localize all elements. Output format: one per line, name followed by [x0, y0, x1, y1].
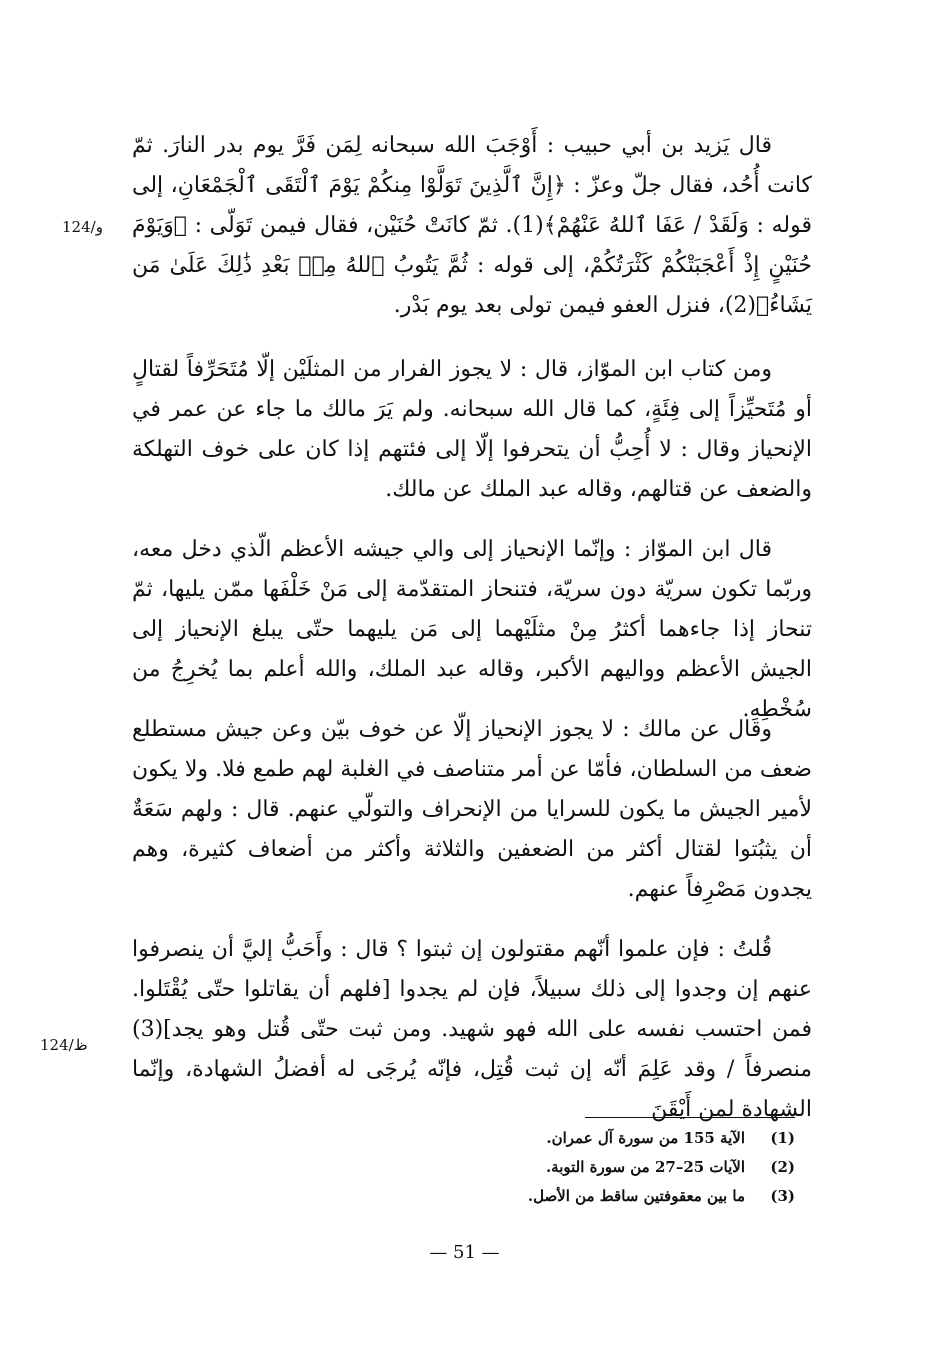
margin-folio-note: 124/و — [62, 218, 103, 236]
footnotes — [400, 1124, 795, 1211]
paragraph-text: قال ابن الموّاز : وإنّما الإنحياز إلى والي جيشه الأعظم الّذي دخل معه، وربّما تكون سريّة دون سريّة، فتنحاز المتقدّمة إلى مَنْ خَلْفَها ممّن يليها، ثمّ تنحاز إذا جاءهما أكثرُ مِنْ مثلَيْهما إلى مَن يليهما حتّى يبلغ الإنحياز إلى الجيش الأعظم وواليهم الأكبر، وقاله عبد الملك، والله أعلم بما يُخرِجُ من سُخْطِهِ. — [132, 537, 812, 722]
paragraph-3 — [132, 530, 812, 730]
footnote-text: الآيات 25–27 من سورة التوبة. — [545, 1158, 745, 1176]
footnote — [400, 1124, 795, 1153]
footnote-number: (3) — [770, 1187, 795, 1205]
paragraph-text: قُلتُ : فإن علموا أنّهم مقتولون إن ثبتوا ؟ قال : وأَحَبُّ إليَّ أن ينصرفوا عنهم إن وجدوا إلى ذلك سبيلاً، فإن لم يجدوا [فلهم أن يقاتلوا حتّى يُقْتَلوا. فمن احتسب نفسه على الله فهو شهيد. ومن ثبت حتّى قُتل وهو يجد](3) منصرفاً / وقد عَلِمَ أنّه إن ثبت قُتِل، فإنّه يُرجَى له أفضلُ الشهادة، وإنّما الشهادة لمن أَيْقَنَ — [132, 937, 812, 1122]
footnote — [400, 1182, 795, 1211]
footnote-number: (1) — [770, 1129, 795, 1147]
paragraph-5 — [132, 930, 812, 1130]
footnote-number: (2) — [770, 1158, 795, 1176]
paragraph-text: وقال عن مالك : لا يجوز الإنحياز إلّا عن خوف بيّن وعن جيش مستطلع ضعف من السلطان، فأمّا عن أمر متناصف في الغلبة لهم طمع فلا. ولا يكون لأمير الجيش ما يكون للسرايا من الإنحراف والتولّي عنهم. قال : ولهم سَعَةٌ أن يثبُتوا لقتال أكثر من الضعفين والثلاثة وأكثر من أضعاف كثيرة، وهم يجدون مَصْرِفاً عنهم. — [132, 717, 812, 902]
paragraph-4 — [132, 710, 812, 910]
paragraph-text: ومن كتاب ابن الموّاز، قال : لا يجوز الفرار من المثلَيْن إلّا مُتَحَرِّفاً لقتالٍ أو مُتَحيِّزاً إلى فِئَةٍ، كما قال الله سبحانه. ولم يَرَ مالك ما جاء عن عمر في الإنحياز وقال : لا أُحِبُّ أن يتحرفوا إلّا إلى فئتهم إذا كان على خوف التهلكة والضعف عن قتالهم، وقاله عبد الملك عن مالك. — [132, 357, 812, 502]
page-number: — 51 — — [429, 1242, 500, 1263]
footnote-text: الآية 155 من سورة آل عمران. — [546, 1129, 745, 1147]
paragraph-1 — [132, 126, 812, 326]
footnote — [400, 1153, 795, 1182]
footnote-divider — [585, 1117, 795, 1118]
paragraph-2 — [132, 350, 812, 510]
margin-folio-note: 124/ظ — [40, 1036, 88, 1054]
paragraph-text: قال يَزيد بن أبي حبيب : أَوْجَبَ الله سبحانه لِمَن فَرَّ يوم بدر النارَ. ثمّ كانت أُحُد، فقال جلّ وعزّ : ﴿إِنَّ ٱلَّذِينَ تَوَلَّوْا مِنكُمْ يَوْمَ ٱلْتَقَى ٱلْجَمْعَانِ، إلى قوله : وَلَقَدْ / عَفَا ٱللهُ عَنْهُمْ﴾(1). ثمّ كانَتْ حُنَيْن، فقال فيمن تَوَلّى : ﴿وَيَوْمَ حُنَيْنٍ إِذْ أَعْجَبَتْكُمْ كَثْرَتُكُمْ، إلى قوله : ثُمَّ يَتُوبُ ٱللهُ مِنۢ بَعْدِ ذَٰلِكَ عَلَىٰ مَن يَشَاءُ﴾(2)، فنزل العفو فيمن تولى بعد يوم بَدْر. — [132, 133, 812, 318]
footnote-text: ما بين معقوفتين ساقط من الأصل. — [527, 1187, 745, 1205]
